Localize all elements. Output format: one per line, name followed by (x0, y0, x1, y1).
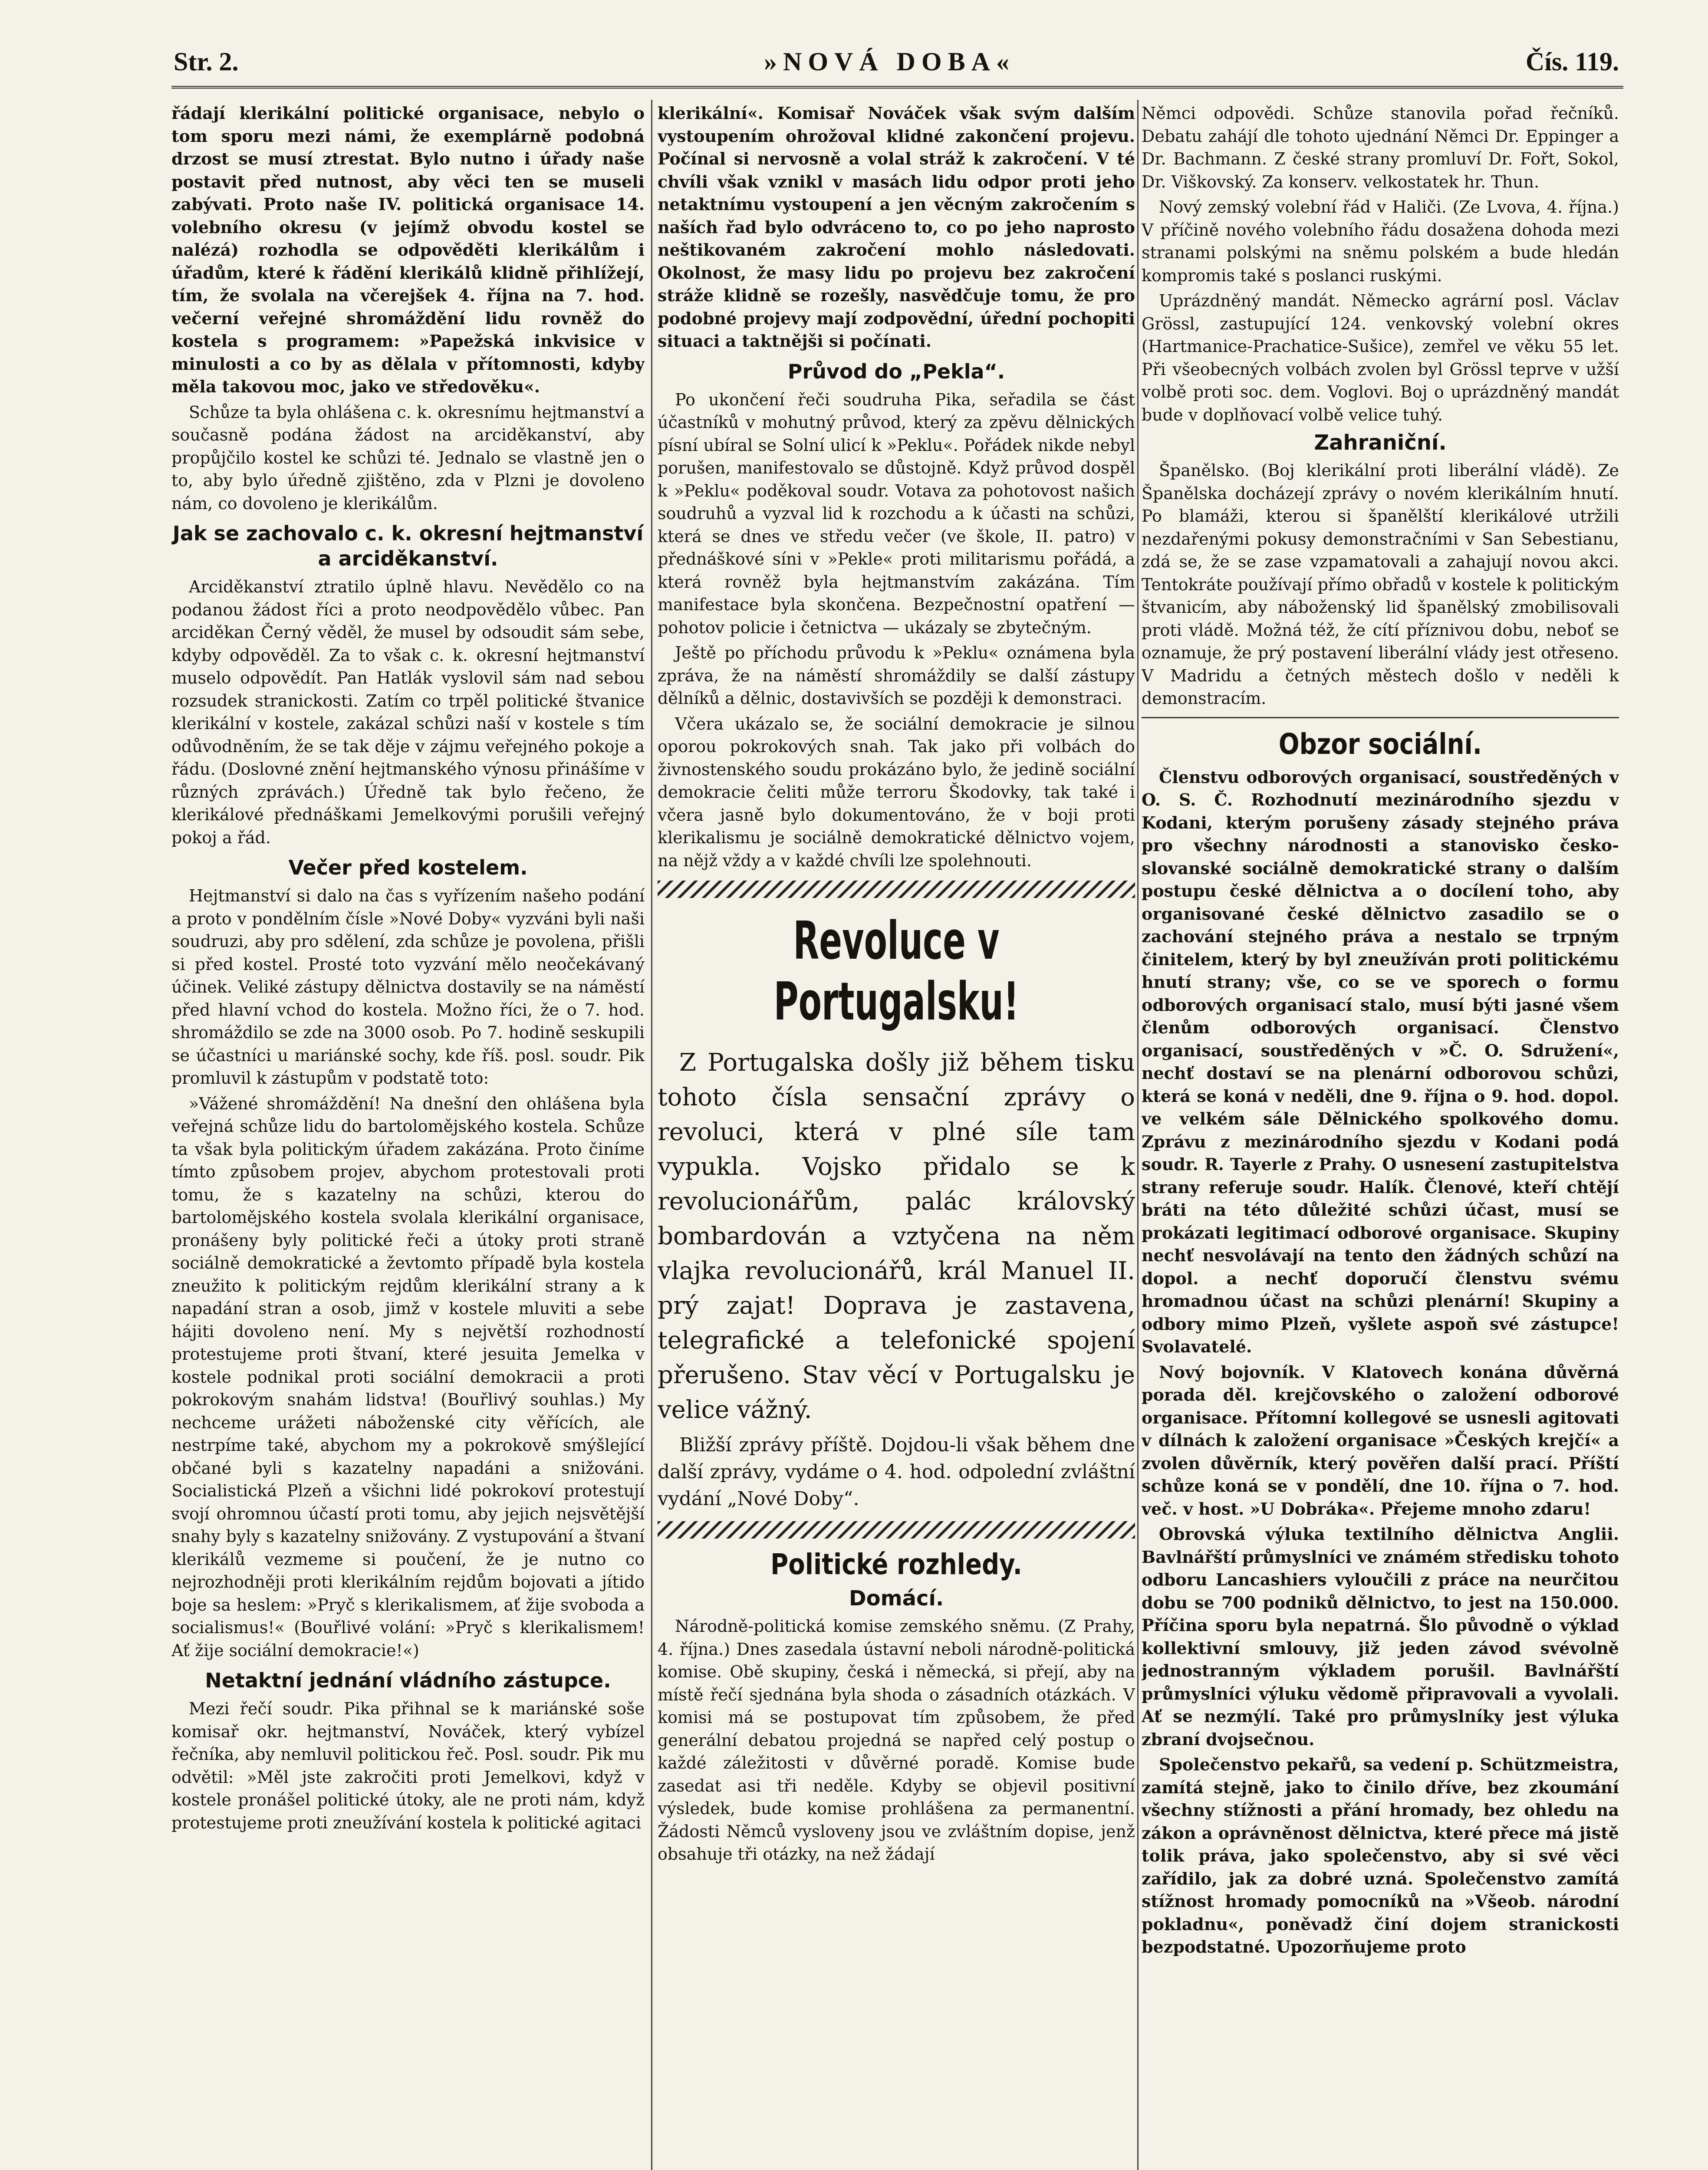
paragraph: Členstvu odborových organisací, soustředěných v O. S. Č. Rozhodnutí mezinárodního sjezdu v Kodani, kterým porušeny zásady stejného práva pro všechny národnosti a stanovisko česko-slovanské sociálně demokratické strany o dalším postupu české dělnictva a o docílení toho, aby organisované české dělnictvo zasadilo se o zachování stejného práva a nestalo se trpným činitelem, který by byl zneužíván proti politickému hnutí strany; vše, co se ve sporech o formu odborových organisací stalo, musí býti jasné všem členům odborových organisací. Členstvo organisací, soustředěných v »Č. O. Sdružení«, nechť dostaví se na plenární odborovou schůzi, která se koná v neděli, dne 9. října o 9. hod. dopol. ve velkém sále Dělnického spolkového domu. Zprávu z mezinárodního sjezdu v Kodani podá soudr. R. Tayerle z Prahy. O usnesení zastupitelstva strany referuje soudr. Halík. Členové, kteří chtějí bráti na této důležité schůzi účast, musí se prokázati legitimací odborové organisace. Skupiny nechť nesvolávají na tento den žádných schůzí na dopol. a nechť doporučí členstvu svému hromadnou účast na schůzi plenární! Skupiny a odbory mimo Plzeň, vyšlete aspoň své zástupce! Svolavatelé. (1142, 767, 1619, 1356)
breaking-note: Bližší zprávy příště. Dojdou-li však během dne další zprávy, vydáme o 4. hod. odpolední zvláštní vydání „Nové Doby“. (658, 1434, 1135, 1510)
paragraph: »Vážené shromáždění! Na dnešní den ohlášena byla veřejná schůze lidu do bartolomějského kostela. Schůze ta však byla politickým úřadem zakázána. Proto činíme tímto způsobem projev, abychom protestovali proti tomu, že s kazatelny na schůzi, kterou do bartolomějského kostela svolala klerikální organisace, pronášeny byly politické řeči a útoky proti straně sociálně demokratické a ževtomto případě byla kostela zneužito k politickým rejdům klerikální strany a k napadání stran a osob, jimž v kostele mluviti a sebe hájiti dovoleno není. My s největší rozhodností protestujeme proti štvaní, které jesuita Jemelka v kostele podnikal proti sociální demokracii a proti pokrokovým snahám lidstva! (Bouřlivý souhlas.) My nechceme urážeti náboženské city věřících, ale nestrpíme také, abychom my a pokrokově smýšlející občané byli s kazatelny napadáni a snižováni. Socialistická Plzeň a všichni lidé pokrokoví protestují svojí ohromnou účastí proti tomu, aby jejich nejsvětější snahy byly s kazatelny snižovány. Z vystupování a štvaní klerikálů vezmeme si poučení, že je nutno co nejrozhodněji proti klerikálním rejdům bojovati a jítido boje sa heslem: »Pryč s klerikalismem, ať žije svoboda a socialismus!« (Bouřlivé volání: »Pryč s klerikalismem! Ať žije sociální demokracie!«) (171, 1094, 645, 1660)
header-rule (171, 86, 1623, 89)
section-heading: Obzor sociální. (1278, 727, 1482, 761)
paragraph: řádají klerikální politické organisace, nebylo o tom sporu mezi námi, že exemplárně podobná drzost se musí ztrestat. Bylo nutno i úřady naše postavit před nutnost, aby věci ten se museli zabývati. Proto naše IV. politická organisace 14. volebního okresu (v jejímž obvodu kostel se nalézá) rozhodla se odpověděti klerikálům i úřadům, které k řádění klerikálů klidně přihlížejí, tím, že svolala na včerejšek 4. října na 7. hod. večerní veřejné shromáždění lidu rovněž do kostela s programem: »Papežská inkvisice v minulosti a co by as dělala v přítomnosti, kdyby měla takovou moc, jako ve středověku«. (171, 103, 645, 396)
masthead: »NOVÁ DOBA« (764, 47, 1016, 76)
paragraph: Španělsko. (Boj klerikální proti liberální vládě). Ze Španělska docházejí zprávy o novém klerikálním hnutí. Po blamáži, kterou si španělští klerikálové utržili nezdařenými pokusy demonstračními v San Sebestianu, zdá se, že se zase vzpamatovali a zahajují novou akci. Tentokráte používají přímo obřadů v kostele k politickým štvanicím, aby náboženský lid španělský zmobilisovali proti vládě. Možná též, že cítí příznivou dobu, neboť se oznamuje, že prý postavení liberální vlády jest otřeseno. V Madridu a četných městech došlo v neděli k demonstracím. (1142, 461, 1619, 708)
paragraph: Obrovská výluka textilního dělnictva Anglii. Bavlnářští průmyslníci ve známém středisku tohoto odboru Lancashiers vyloučili z práce na neurčitou dobu se 700 podniků dělnictvo, to jest na 150.000. Příčina sporu byla nepatrná. Šlo původně o výklad kollektivní smlouvy, již jeden závod svévolně jednostranným výkladem porušil. Bavlnářští průmyslníci výluku vědomě připravovali a vyvolali. Ať se nezmýlí. Také pro průmyslníky jest výluka zbraní dvojsečnou. (1142, 1524, 1619, 1749)
paragraph: klerikální«. Komisař Nováček však svým dalším vystoupením ohrožoval klidné zakončení projevu. Počínal si nervosně a volal stráž k zakročení. V té chvíli však vznikl v masách lidu odpor proti jeho netaktnímu vystoupení a jen věcným zakročením s naších řad bylo odvráceno to, co po jeho naprosto neštikovaném zakročení mohlo následovati. Okolnost, že masy lidu po projevu bez zakročení stráže klidně se rozešly, nasvědčuje tomu, že pro podobné projevy mají zodpovědní, úřední pochopiti situaci a taktnějši si počínati. (658, 103, 1135, 351)
decorative-border (658, 1521, 1135, 1539)
paragraph: Společenstvo pekařů, sa vedení p. Schützmeistra, zamítá stejně, jako to činilo dříve, bez zkoumání všechny stížnosti a přání hromady, bez ohledu na zákon a oprávněnost dělnictva, které přece má jistě tolik práva, jako společenstvo, aby si své věci zařídilo, jak za dobré uzná. Společenstvo zamítá stížnost hromady pomocníků na »Všeob. národní pokladnu«, poněvadž činí dojem stranickosti bezpodstatné. Upozorňujeme proto (1142, 1755, 1619, 1956)
column-divider (1137, 100, 1139, 2170)
column-divider (651, 100, 652, 2170)
breaking-text: Z Portugalska došly již během tisku tohoto čísla sensační zprávy o revoluci, která v plné síle tam vypukla. Vojsko přidalo se k revolucionářům, palác královský bombardován a vztyčena na něm vlajka revolucionářů, král Manuel II. prý zajat! Doprava je zastavena, telegrafické a telefonické spojení přerušeno. Stav věcí v Portugalsku je velice vážný. (658, 1049, 1135, 1424)
article-heading: Večer před kostelem. (288, 856, 528, 879)
subsection-heading: Zahraniční. (1314, 431, 1447, 455)
article-heading: Průvod do „Pekla“. (787, 359, 1005, 383)
paragraph: Po ukončení řeči soudruha Pika, seřadila se část účastníků v mohutný průvod, který za zpěvu dělnických písní ubíral se Solní ulicí k »Peklu«. Pořádek nikde nebyl porušen, manifestovalo se důstojně. Když průvod dospěl k »Peklu« poděkoval soudr. Votava za pohotovost našich soudruhů a vyzval lid k rozchodu a k účasti na schůzi, která se dnes ve středu večer (ve škole, II. patro) v přednáškové síni v »Pekle« proti militarismu pořádá, a která rovněž byla hejtmanstvím zakázána. Tím manifestace byla skončena. Bezpečnostní opatření — pohotov policie i četnictva — ukázaly se zbytečným. (658, 390, 1135, 637)
breaking-headline: Revoluce v Portugalsku! (773, 911, 1019, 1032)
column-3 (1142, 102, 1619, 2170)
decorative-border (658, 881, 1135, 898)
page-number: Str. 2. (174, 47, 239, 76)
issue-number: Čís. 119. (1525, 47, 1619, 76)
article-heading: Jak se zachovalo c. k. okresní hejtmanství a arciděkanství. (172, 522, 644, 570)
paragraph: Včera ukázalo se, že sociální demokracie je silnou oporou pokrokových snah. Tak jako při volbách do živnostenského soudu prokázáno bylo, že jedině sociální demokracie čeliti může terroru Škodovky, tak také i včera jasně bylo dokumentováno, že v boji proti klerikalismu je sociálně demokratické dělnictvo vojem, na nějž vždy a v každé chvíli lze spolehnouti. (658, 714, 1135, 870)
paragraph: Nový zemský volební řád v Haliči. (Ze Lvova, 4. října.) V příčině nového volebního řádu dosažena dohoda mezi stranami polskými na sněmu polském a bude hledán kompromis také s poslanci ruskými. (1142, 197, 1619, 285)
section-heading: Politické rozhledy. (770, 1548, 1022, 1581)
page-header (174, 43, 1623, 82)
paragraph: Hejtmanství si dalo na čas s vyřízením našeho podání a proto v pondělním čísle »Nové Doby« vyzváni byli naši soudruzi, aby pro sdělení, zda schůze je povolena, přišli si před kostel. Prosté toto vyzvání mělo neočekávaný účinek. Veliké zástupy dělnictva dostavily se na náměstí před hlavní vchod do kostela. Možno říci, že o 7. hod. shromáždilo se zde na 3000 osob. Po 7. hodině seskupili se účastníci u mariánské sochy, kde říš. posl. soudr. Pik promluvil k zástupům v podstatě toto: (171, 886, 645, 1088)
article-heading: Netaktní jednání vládního zástupce. (205, 1669, 611, 1692)
paragraph: Uprázdněný mandát. Německo agrární posl. Václav Grössl, zastupující 124. venkovský volební okres (Hartmanice-Prachatice-Sušice), zemřel ve věku 55 let. Při všeobecných volbách zvolen byl Grössl teprve v užší volbě proti soc. dem. Voglovi. Boj o uprázdněný mandát bude v doplňovací volbě velice tuhý. (1142, 291, 1619, 424)
paragraph: Nový bojovník. V Klatovech konána důvěrná porada děl. krejčovského o založení odborové organisace. Přítomní kollegové se usnesli agitovati v dílnách k založení organisace »Českých krejčí« a zvolen důvěrník, který pověřen další prací. Příští schůze koná se v pondělí, dne 10. října o 7. hod. več. v host. »U Dobráka«. Přejeme mnoho zdaru! (1142, 1362, 1619, 1519)
paragraph: Národně-politická komise zemského sněmu. (Z Prahy, 4. října.) Dnes zasedala ústavní neboli národně-politická komise. Obě skupiny, česká i německá, si přejí, aby na místě řečí sjednána byla shoda o zásadních otázkách. V komisi má se postupovat tím způsobem, že před generální debatou projedná se napřed celý postup o každé záležitosti v důvěrné poradě. Komise bude zasedat asi tři neděle. Kdyby se objevil positivní výsledek, bude komise prohlášena za permanentní. Žádosti Němců vysloveny jsou ve zvláštním dopise, jenž obsahuje tři otázky, na než žádají (658, 1617, 1135, 1864)
breaking-news-box (658, 911, 1135, 1512)
subsection-heading: Domácí. (849, 1586, 944, 1611)
paragraph: Ještě po příchodu průvodu k »Peklu« oznámena byla zpráva, že na náměstí shromáždily se další zástupy dělníků a dělnic, dostavivších se později k demonstraci. (658, 643, 1135, 708)
column-1 (171, 102, 645, 2170)
paragraph: Němci odpovědi. Schůze stanovila pořad řečníků. Debatu zahájí dle tohoto ujednání Němci Dr. Eppinger a Dr. Bachmann. Z české strany promluví Dr. Fořt, Sokol, Dr. Viškovský. Za konserv. velkostatek hr. Thun. (1142, 104, 1619, 191)
paragraph: Schůze ta byla ohlášena c. k. okresnímu hejtmanství a současně podána žádost na arciděkanství, aby propůjčilo kostel ke schůzi té. Jednalo se vlastně jen o to, aby bylo úředně zjištěno, zda v Plzni je dovoleno nám, co dovoleno je klerikálům. (171, 402, 645, 513)
paragraph: Mezi řečí soudr. Pika přihnal se k mariánské soše komisař okr. hejtmanství, Nováček, který vybízel řečníka, aby nemluvil politickou řeč. Posl. soudr. Pik mu odvětil: »Měl jste zakročiti proti Jemelkovi, když v kostele pronášel politické útoky, ale ne proti nám, když protestujeme proti zneužívání kostela k politické agitaci (171, 1699, 645, 1832)
divider (1142, 717, 1619, 718)
paragraph: Arciděkanství ztratilo úplně hlavu. Nevědělo co na podanou žádost říci a proto neodpovědělo vůbec. Pan arciděkan Černý věděl, že musel by odsoudit sám sebe, kdyby odpověděl. Za to však c. k. okresní hejtmanství muselo odpovědít. Pan Hatlák vyslovil sám nad sebou rozsudek stranickosti. Zatím co trpěl politické štvanice klerikální v kostele, zakázal schůzi naší v kostele s tím odůvodněním, že se tak děje v zájmu veřejného pokoje a řádu. (Doslovné znění hejtmanského výnosu přinášíme v různých zprávách.) Úředně tak bylo řečeno, že klerikálové přednáškami Jemelkovými porušili veřejný pokoj a řád. (171, 577, 645, 847)
column-2 (658, 102, 1135, 2170)
